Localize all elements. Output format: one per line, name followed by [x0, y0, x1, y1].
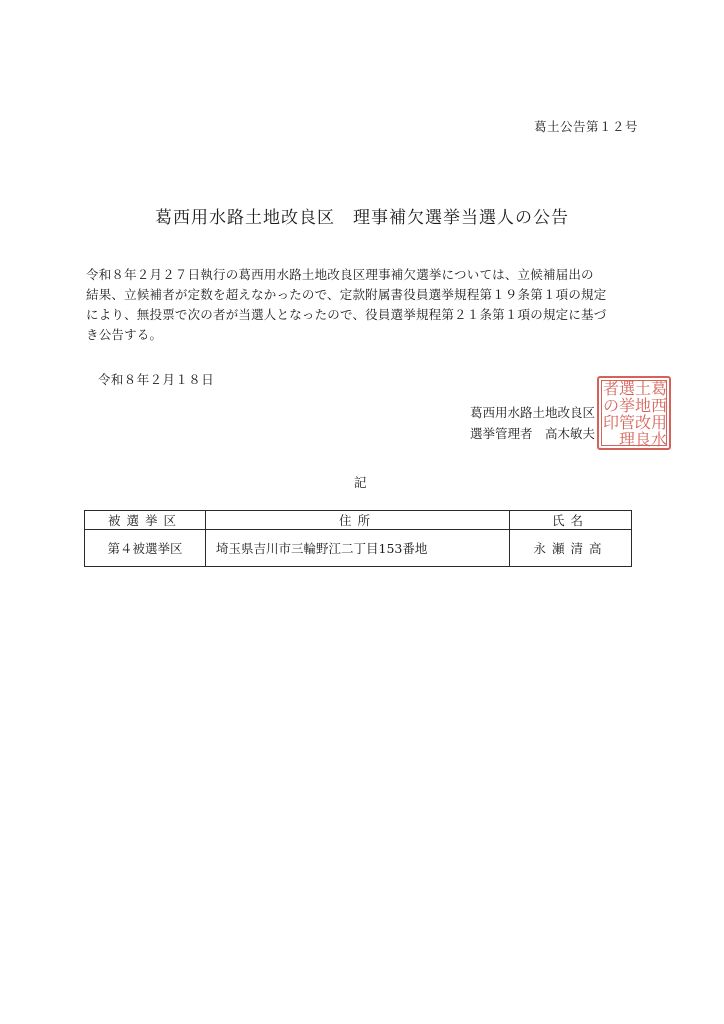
body-line: 令和８年２月２７日執行の葛西用水路土地改良区理事補欠選挙については、立候補届出の — [86, 267, 594, 282]
table-row — [85, 530, 632, 567]
official-seal — [597, 376, 671, 450]
header-address: 住所 — [206, 511, 510, 530]
cell-name: 永瀬清高 — [510, 530, 632, 567]
elected-table — [84, 510, 632, 567]
seal-column: 者 の 印 — [602, 379, 619, 432]
body-line: 結果、立候補者が定数を超えなかったので、定款附属書役員選挙規程第１９条第１項の規定 — [86, 287, 607, 302]
document-title: 葛西用水路土地改良区 理事補欠選挙当選人の公告 — [155, 208, 569, 228]
body-paragraph — [86, 265, 634, 345]
organization-name: 葛西用水路土地改良区 — [470, 405, 596, 420]
ki-mark: 記 — [354, 475, 367, 490]
header-district: 被選挙区 — [85, 511, 206, 530]
seal-column: 選 挙 管 理 — [618, 379, 635, 449]
election-manager: 選挙管理者 高木敏夫 — [470, 426, 596, 441]
notice-date: 令和８年２月１８日 — [98, 372, 215, 387]
document-number: 葛土公告第１２号 — [533, 119, 638, 134]
header-name: 氏名 — [510, 511, 632, 530]
cell-district: 第４被選挙区 — [85, 530, 206, 567]
cell-address: 埼玉県吉川市三輪野江二丁目153番地 — [206, 530, 510, 567]
seal-column: 土 地 改 良 — [634, 379, 651, 449]
table-header-row — [85, 511, 632, 530]
body-line: により、無投票で次の者が当選人となったので、役員選挙規程第２１条第１項の規定に基づ — [86, 307, 607, 322]
body-line: き公告する。 — [86, 327, 163, 342]
seal-column: 葛 西 用 水 — [650, 379, 667, 449]
